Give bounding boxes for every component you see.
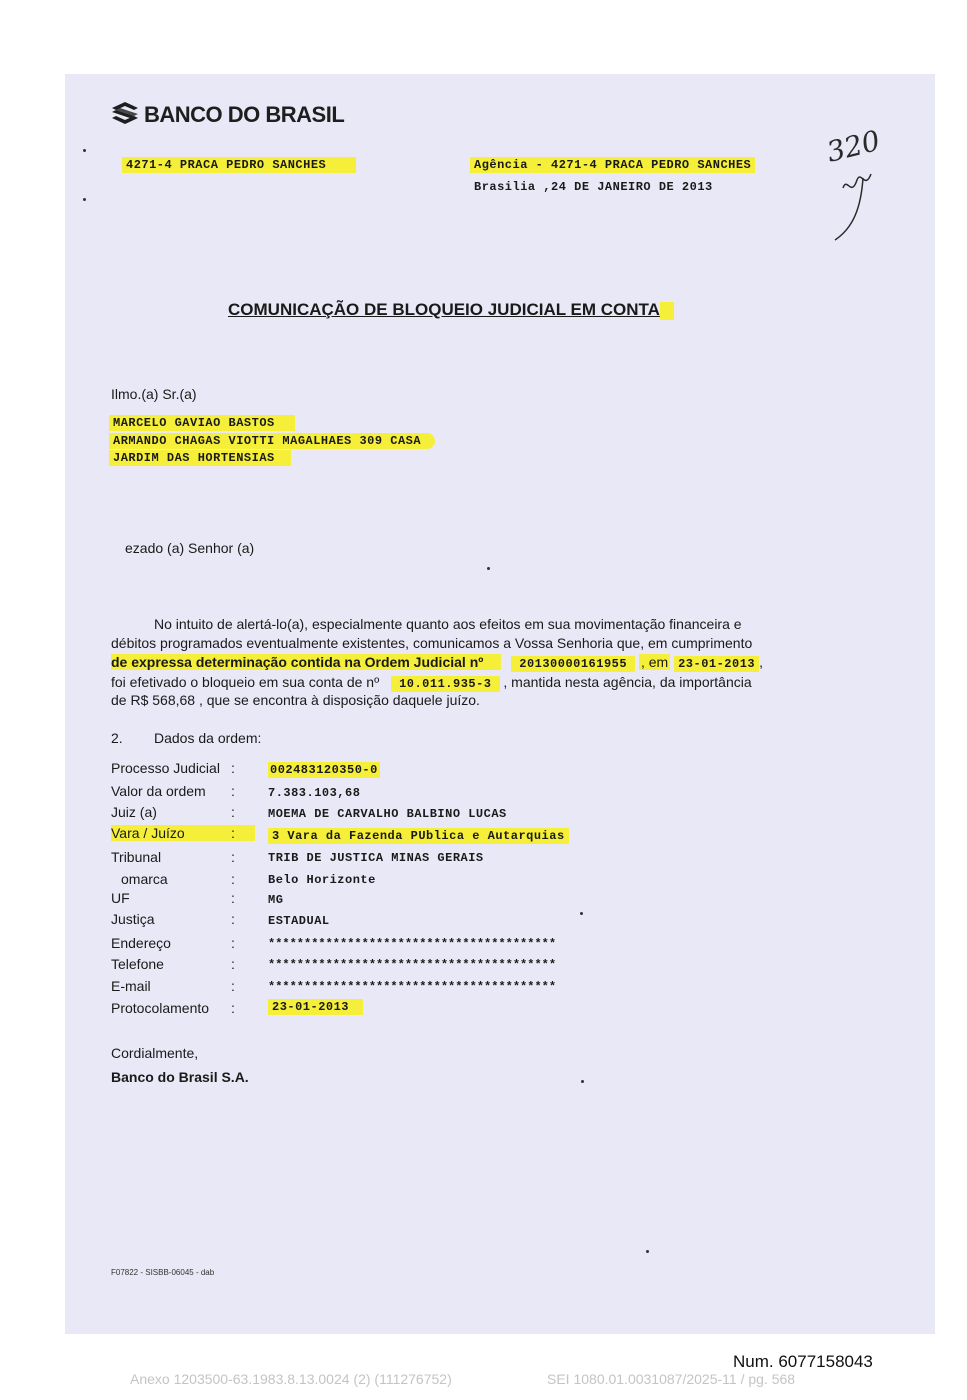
section-title: Dados da ordem:	[154, 730, 262, 746]
city-date: Brasilia ,24 DE JANEIRO DE 2013	[474, 180, 713, 194]
salutation: Ilmo.(a) Sr.(a)	[111, 386, 197, 402]
closing-regards: Cordialmente,	[111, 1045, 199, 1061]
paragraph-line3: de expressa determinação contida na Ordem Judicial nº 20130000161955 , em 23-01-2013 ,	[111, 654, 763, 671]
handwritten-number: 320	[823, 123, 884, 169]
paragraph-line1: No intuito de alertá-lo(a), especialmente quanto aos efeitos em sua movimentação financeira e	[154, 616, 742, 632]
scanned-document-page: BANCO DO BRASIL 4271-4 PRACA PEDRO SANCHES Agência - 4271-4 PRACA PEDRO SANCHES Brasilia ,24 DE JANEIRO DE 2013 320 COMUNICAÇÃO DE BLOQUEIO JUDICIAL EM CONTA Ilmo.(a) Sr.(a) MARCELO GAVIAO BASTOS ARMANDO CHAGAS VIOTTI MAGALHAES 309 CASA JARDIM DAS HORTENSIAS ezado (a) Senhor (a) No intuito de alertá-lo(a), especialmente quanto aos efeitos em sua movimentação financeira e débitos programados eventualmente existentes, comunicamos a Vossa Senhoria que, em cumprimento de expressa determinação contida na Ordem Judicial nº 20130000161955 , em 23-01-2013 , foi efetivado o bloqueio em sua conta de nº 10.011.935-3 , mantida nesta agência, da importância de R$ 568,68 , que se encontra à disposição daquele juízo. 2. Dados da ordem: Processo Judicial : 002483120350-0 Valor da ordem : 7.383.103,68 Juiz (a) : MOEMA DE CARVALHO BALBINO LUCAS Vara / Juízo : 3 Vara da Fazenda PUblica e Autarquias Tribunal : TRIB DE JUSTICA MINAS GERAIS omarca : Belo Horizonte UF : MG Justiça : ESTADUAL Endereço : **************************************** Telefone : **************************************** E-mail : **************************************** Protocolamento : 23-01-2013 Cordialmente, Banco do Brasil S.A. F07822 - SISBB-06045 - dab	[65, 74, 935, 1334]
banco-do-brasil-icon	[110, 100, 140, 132]
form-code: F07822 - SISBB-06045 - dab	[111, 1268, 215, 1277]
bank-name: BANCO DO BRASIL	[144, 101, 345, 127]
document-number: Num. 6077158043	[733, 1352, 873, 1371]
paragraph-line4: foi efetivado o bloqueio em sua conta de nº 10.011.935-3 , mantida nesta agência, da importância	[111, 674, 752, 691]
left-agency: 4271-4 PRACA PEDRO SANCHES	[122, 158, 356, 172]
bank-logo	[110, 100, 344, 132]
account-number: 10.011.935-3	[391, 676, 499, 692]
greeting: ezado (a) Senhor (a)	[125, 540, 255, 556]
handwritten-annotation	[823, 118, 893, 253]
paragraph-line2: débitos programados eventualmente existentes, comunicamos a Vossa Senhoria que, em cumprimento	[111, 635, 753, 651]
section-number: 2.	[111, 730, 123, 746]
annex-reference: Anexo 1203500-63.1983.8.13.0024 (2) (111276752)	[130, 1371, 452, 1387]
document-title: COMUNICAÇÃO DE BLOQUEIO JUDICIAL EM CONTA	[228, 300, 674, 320]
recipient-address-line2: JARDIM DAS HORTENSIAS	[109, 451, 291, 465]
recipient-address-line1: ARMANDO CHAGAS VIOTTI MAGALHAES 309 CASA	[109, 434, 435, 448]
order-date: 23-01-2013	[674, 656, 759, 672]
recipient-name: MARCELO GAVIAO BASTOS	[109, 416, 295, 430]
order-number: 20130000161955	[511, 656, 635, 672]
sei-reference: SEI 1080.01.0031087/2025-11 / pg. 568	[547, 1371, 796, 1387]
right-agency: Agência - 4271-4 PRACA PEDRO SANCHES	[470, 158, 755, 172]
paragraph-line5: de R$ 568,68 , que se encontra à disposição daquele juízo.	[111, 692, 480, 708]
closing-signature: Banco do Brasil S.A.	[111, 1069, 249, 1085]
